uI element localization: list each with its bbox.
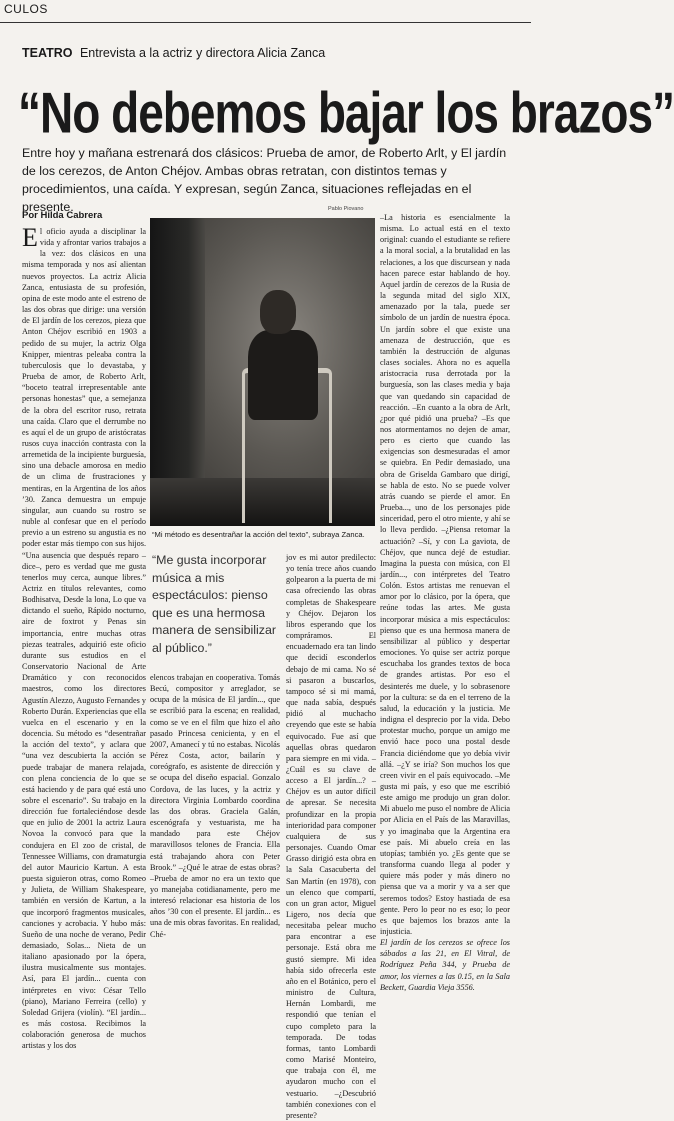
section-tag: CULOS xyxy=(4,2,48,16)
performance-info: El jardín de los cerezos se ofrece los sábados a las 21, en El Vitral, de Rodríguez Peña 344, y Prueba de amor, los viernes a las 0.15, en la Sala Beckett, Guardia Vieja 3556. xyxy=(380,938,510,992)
photo-figure-head xyxy=(260,290,296,334)
dropcap: E xyxy=(22,223,38,252)
lead-paragraph: Entre hoy y mañana estrenará dos clásicos: Prueba de amor, de Roberto Arlt, y El jardín de los cerezos, de Anton Chéjov. Ambas obras retratan, con distintos temas y procedimientos, una caída. Y expresan, según Zanca, situaciones reflejadas en el presente. xyxy=(22,146,507,214)
body-column-2 xyxy=(150,672,280,939)
kicker-text: Entrevista a la actriz y directora Alicia Zanca xyxy=(79,46,326,60)
photo-credit: Pablo Piovano xyxy=(328,206,364,212)
column-3-text: jov es mi autor predilecto: yo tenía trece años cuando golpearon a la puerta de mi casa ofreciendo las obras completas de Shakespeare y Chéjov. Dejaron los libros esperando que los compráramos. El encuadernado era tan lindo que decidí esconderlos debajo de mi cama. No sé si pasaron a buscarlos, tampoco sé si mi mamá, que nada sabía, después pidió al muchacho creyendo que este se había equivocado. Fue así que aquellas obras quedaron para siempre en mi vida. –¿Cuál es su clave de acceso a El jardín...? –Chéjov es un autor difícil de apresar. Se necesita profundizar en la propia interioridad para componer cualquiera de sus personajes. Cuando Omar Grasso dirigió esta obra en la Sala Casacuberta del San Martín (en 1978), con un elenco que compartí, con un gran actor, Miguel Ligero, nos decía que necesitaba pelear mucho para encontrar a ese personaje. Está obra me gustó siempre. Mi idea había sido ofrecerla este año en el Botánico, pero el ministro de Cultura, Hernán Lombardi, me respondió que tenían el cupo completo para la temporada. De todas formas, tanto Lombardi como Marisé Monteiro, que trabaja con él, me ayudaron mucho con el vestuario. –¿Descubrió también conexiones con el presente? xyxy=(286,553,376,1120)
pull-quote: “Me gusta incorporar música a mis espectáculos: pienso que es una hermosa manera de sensibilizar al público.” xyxy=(152,553,276,655)
photo-figure-body xyxy=(248,330,318,420)
top-rule xyxy=(0,22,531,23)
kicker-label: TEATRO xyxy=(22,46,73,60)
portrait-photo xyxy=(150,218,375,526)
body-column-3 xyxy=(286,552,376,1120)
column-4-text: –La historia es esencialmente la misma. Lo actual está en el texto original: cuando el estudiante se refiere a la moral social, a la brutalidad en las relaciones, a los que discursean y nada hacen parece estar hablando de hoy. Aquel jardín de cerezos de la Rusia de la segunda mitad del siglo XIX, amenazado por la tala, puede ser símbolo de un jardín de nuestra época. Un jardín sobre el que existe una amenaza de destrucción, que es también la destrucción de algunas clases sociales. Ahora no es aquella aristocracia rusa derrotada por la burguesía, son las clases media y baja que van quedando sin capacidad de reacción. –En cuanto a la obra de Arlt, ¿por qué pidió una prueba? –Es que nos atormentamos no dejen de amar, pero es cierto que cuando las exigencias son desmesuradas el amor se quiebra. En Pedir demasiado, una obra de Griselda Gambaro que dirigí, se habla de esto. No se puede volver atrás cuando se pierde el amor. En Prueba..., uno de los personajes pide sinceridad, pero el otro miente, y ahí se lo lleva perdido. –¿Piensa retomar la actuación? –Sí, y con La gaviota, de Chéjov, que nunca dejé de estudiar. Imagina la puesta con música, con El jardín..., con intérpretes del Teatro Colón. Estos artistas me renuevan el amor por lo clásico, por la ópera, que reúne todas las artes. Me gusta incorporar música a mis espectáculos: pienso que es una hermosa manera de sensibilizar al público y despertar emociones. Yo quise ser actriz porque escuchaba los grandes textos de boca de grandes artistas. Por eso el desinterés me duele, y lo sobrasenore por la cultura: se da en el terreno de la salud, la educación y la justicia. Me indigna el desprecio por la vida. Debo protestar mucho, porque un amigo me envió hace poco una postal desde Francia diciéndome que yo debía vivir allá. –¿Y se iría? Son muchos los que creen vivir en el país equivocado. –Me gusta mi país, y eso que me escribió este amigo me produjo un gran dolor. Mi abuelo me puso el nombre de Alicia por Alicia en el País de las Maravillas, y yo imaginaba que la Argentina era ese país. Mi abuelo creía en las utopías; también yo. ¿Es gente que se transforma cuando llega al poder y quiere más poder y más dinero no piensa que va a morir y va a ser que seremos todos? Estoy hastiada de esa gente. Pero lo peor no es eso; lo peor es que bajemos los brazos ante la injusticia. xyxy=(380,213,510,936)
body-column-4 xyxy=(380,212,510,992)
column-2-text: elencos trabajan en cooperativa. Tomás Becú, compositor y arreglador, se ocupa de la música de El jardín..., que se escribió para la escena; en realidad, como se ve en el film que hizo el año pasado Princesa cenicienta, y en el 2007, Amanecí y tú no estabas. Nicolás Pérez Costa, actor, bailarín y coreógrafo, es asistente de dirección y se ocupa del diseño espacial. Gonzalo Cordova, de las luces, y la actriz y directora Virginia Lombardo coordina las dos obras. Graciela Galán, escenógrafa y vestuarista, me ha mandado para este Chéjov maravillosos telones de Francia. Ella está trabajando ahora con Peter Brook.” –¿Qué le atrae de estas obras? –Prueba de amor no era un texto que yo manejaba cotidianamente, pero me interesó relacionar esa historia de los años ’30 con el presente. El jardín... es una de mis obras favoritas. En realidad, Ché- xyxy=(150,673,280,939)
photo-caption: “Mi método es desentrañar la acción del texto”, subraya Zanca. xyxy=(152,530,365,539)
byline: Por Hilda Cabrera xyxy=(22,210,103,221)
body-column-1 xyxy=(22,223,146,1051)
kicker xyxy=(22,46,512,60)
column-1-text: l oficio ayuda a disciplinar la vida y afrontar varios trabajos a la vez: dos clásicos en una misma temporada y nos así alientan nuevos proyectos. La actriz Alicia Zanca, entusiasta de su profesión, opina de este modo ante el estreno de las dos obras que dirige: una versión de El jardín de los cerezos, pieza que Anton Chéjov escribió en 1903 a pedido de su mujer, la actriz Olga Knipper, mientras peleaba contra la tuberculosis que lo devastaba, y Prueba de amor, de Roberto Arlt, “boceto teatral irrepresentable ante personas honestas” que, a semejanza de la obra del escritor ruso, retrata una caída. Claro que el derrumbe no es aquí el de un grupo de aristócratas rusos cuya inacción contrasta con la arremetida de la incipiente burguesía, sino una debacle amorosa en medio de un clima de frustraciones y mentiras, en la Argentina de los años ’30. Zanca demuestra un empuje singular, aun cuando su rostro se nuble al confesar que en el período previo a un estreno su angustia es no poder estar más tiempo con sus hijos. “Una ausencia que después reparo –dice–, pero es verdad que me gusta tenerlos muy cerca, aunque libres.” Actriz en títulos relevantes, como Bodhisatva, Desde la lona, Lo que va dictando el sueño, Rápido nocturno, aire de foxtrot y Penas sin importancia, entre muchas otras piezas teatrales, adquirió este oficio durante sus estudios en el Conservatorio Nacional de Arte Dramático y con reconocidos maestros, como los directores Agustín Alezzo, Augusto Fernandes y Roberto Durán. Experiencias que ella vuelca en el escenario y en la docencia. Su método es “desentrañar la acción del texto”, y aclara que “una vez descubierta la acción se puede trabajar de manera relajada, con plena conciencia de lo que se está haciendo y de para qué está uno sobre el escenario”. Su trabajo en la dirección fue fortaleciéndose desde que en julio de 2001 la actriz Laura Novoa la convocó para que la condujera en El zoo de cristal, de Tennessee Williams, con dramaturgia del autor Mauricio Kartun. A esta puesta siguieron otras, como Romeo y Julieta, de William Shakespeare, también en versión de Kartun, a la que incorporó fragmentos musicales, canciones y acrobacia. Y hubo más: Sueño de una noche de verano, Pedir demasiado, Solas... Nieta de un italiano apasionado por la ópera, ilustra musicalmente sus montajes. Así, para El jardín... cuenta con intérpretes en vivo: César Tello (piano), Mariano Ferreira (cello) y Soledad Grijera (violín). “El jardín... es más costosa. Recibimos la colaboración generosa de muchos artistas y los dos xyxy=(22,227,146,1051)
headline: “No debemos bajar los brazos” xyxy=(18,80,674,145)
